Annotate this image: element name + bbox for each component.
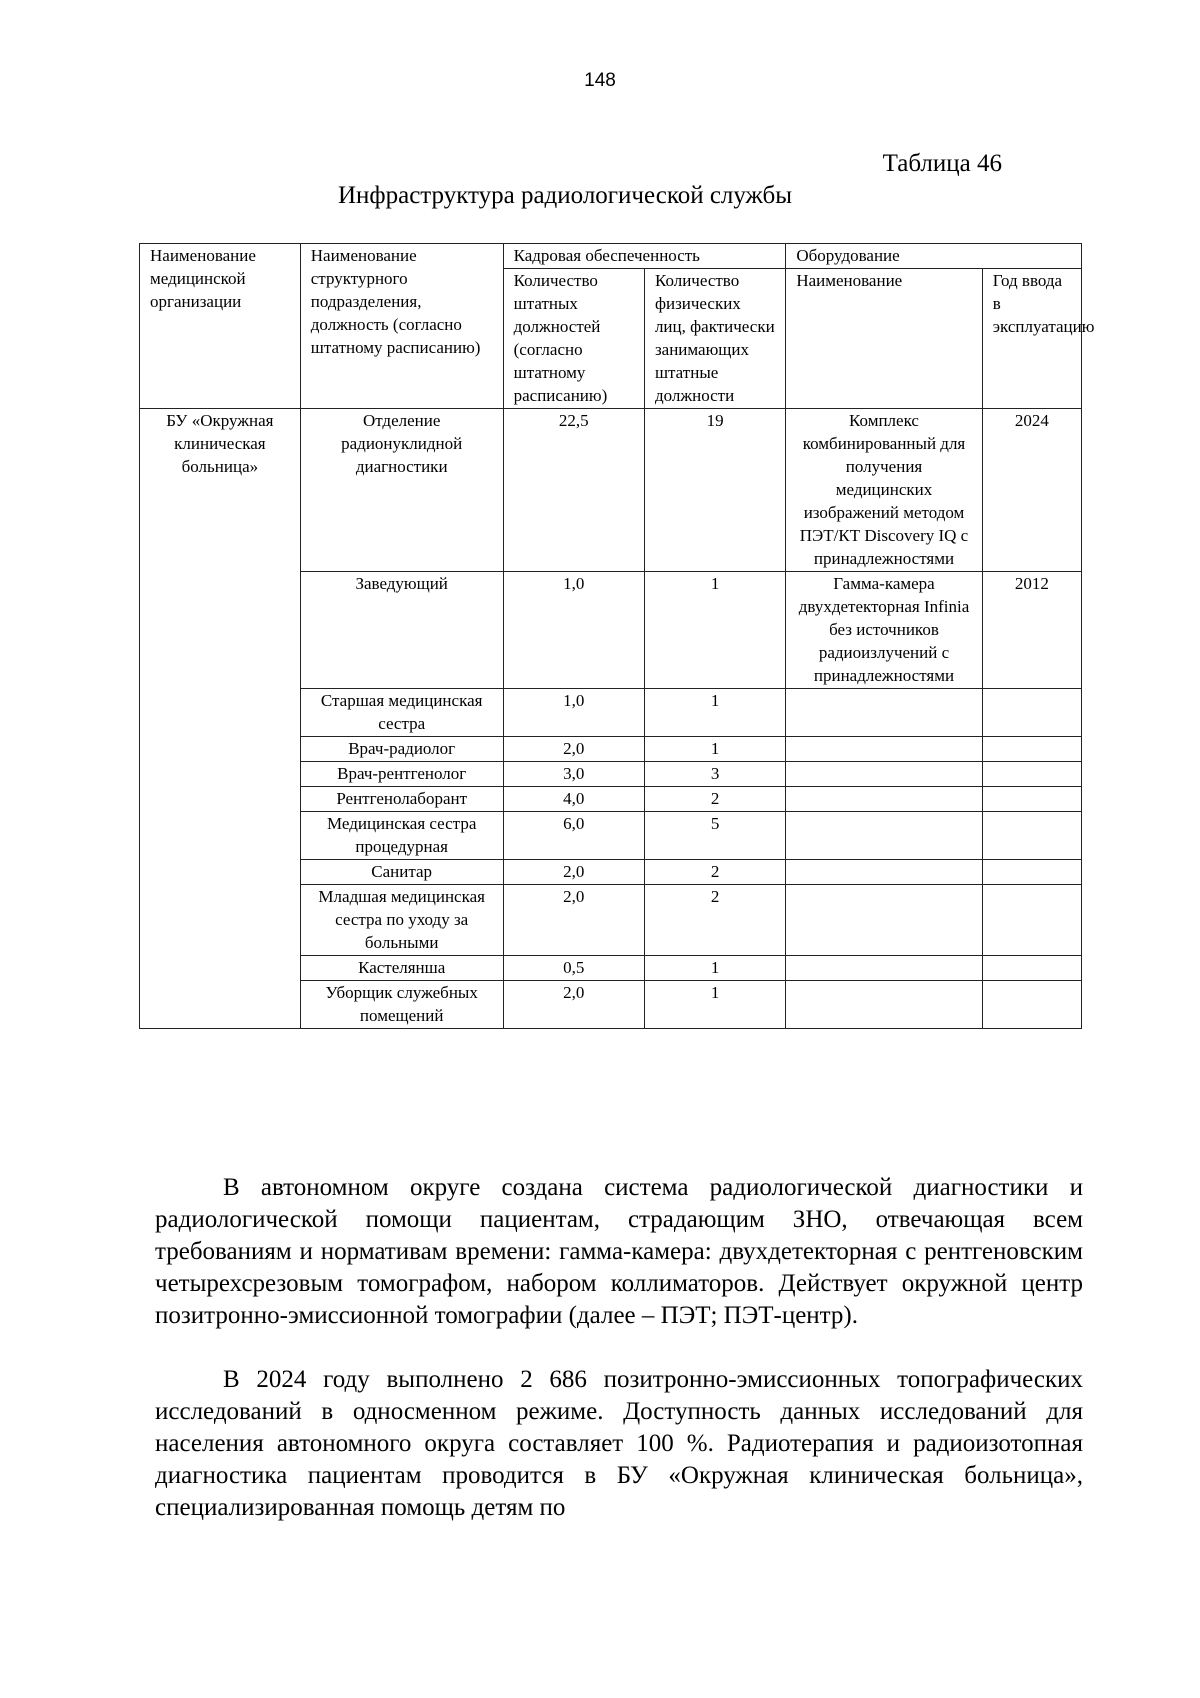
- year-cell: [982, 812, 1081, 860]
- equipment-cell: [786, 787, 982, 812]
- positions-cell: 1,0: [503, 689, 644, 737]
- equipment-cell: Гамма-камера двухдетекторная Infinia без источников радиоизлучений с принадлежностями: [786, 572, 982, 689]
- equipment-cell: [786, 885, 982, 956]
- unit-cell: Младшая медицинская сестра по уходу за больными: [300, 885, 503, 956]
- persons-cell: 5: [644, 812, 785, 860]
- persons-cell: 1: [644, 572, 785, 689]
- organization-cell: БУ «Окружная клиническая больница»: [140, 409, 301, 1029]
- positions-cell: 0,5: [503, 956, 644, 981]
- unit-cell: Медицинская сестра процедурная: [300, 812, 503, 860]
- equipment-cell: [786, 956, 982, 981]
- positions-cell: 4,0: [503, 787, 644, 812]
- header-staffing: Кадровая обеспеченность: [503, 244, 786, 269]
- table-title: Инфраструктура радиологической службы: [337, 182, 793, 209]
- equipment-cell: [786, 981, 982, 1029]
- equipment-cell: [786, 860, 982, 885]
- unit-cell: Отделение радионуклидной диагностики: [300, 409, 503, 572]
- paragraph-pet-studies: В 2024 году выполнено 2 686 позитронно-эмиссионных топографических исследований в односменном режиме. Доступность данных исследований для населения автономного округа составляет 100 %. Радиотерапия и радиоизотопная диагностика пациентам проводится в БУ «Окружная клиническая больница», специализированная помощь детям по: [155, 1366, 1083, 1521]
- year-cell: [982, 689, 1081, 737]
- year-cell: [982, 762, 1081, 787]
- infrastructure-table: [139, 243, 1095, 1029]
- equipment-cell: [786, 737, 982, 762]
- positions-cell: 6,0: [503, 812, 644, 860]
- unit-cell: Санитар: [300, 860, 503, 885]
- equipment-cell: [786, 689, 982, 737]
- equipment-cell: Комплекс комбинированный для получения медицинских изображений методом ПЭТ/КТ Discovery IQ с принадлежностями: [786, 409, 982, 572]
- header-unit: Наименование структурного подразделения, должность (согласно штатному расписанию): [300, 244, 503, 409]
- page-number: 148: [584, 70, 616, 91]
- table-row: [140, 409, 1082, 572]
- persons-cell: 19: [644, 409, 785, 572]
- persons-cell: 1: [644, 737, 785, 762]
- positions-cell: 2,0: [503, 737, 644, 762]
- persons-cell: 1: [644, 689, 785, 737]
- positions-cell: 2,0: [503, 885, 644, 956]
- persons-cell: 2: [644, 885, 785, 956]
- header-equipment: Оборудование: [786, 244, 1082, 269]
- positions-cell: 3,0: [503, 762, 644, 787]
- header-staff-positions: Количество штатных должностей (согласно штатному расписанию): [503, 269, 644, 409]
- persons-cell: 3: [644, 762, 785, 787]
- positions-cell: 22,5: [503, 409, 644, 572]
- header-equipment-year: Год ввода в эксплуатацию: [982, 269, 1081, 409]
- positions-cell: 1,0: [503, 572, 644, 689]
- unit-cell: Кастелянша: [300, 956, 503, 981]
- year-cell: [982, 885, 1081, 956]
- unit-cell: Врач-рентгенолог: [300, 762, 503, 787]
- equipment-cell: [786, 812, 982, 860]
- year-cell: [982, 860, 1081, 885]
- year-cell: [982, 787, 1081, 812]
- unit-cell: Заведующий: [300, 572, 503, 689]
- header-staff-persons: Количество физических лиц, фактически занимающих штатные должности: [644, 269, 785, 409]
- equipment-cell: [786, 762, 982, 787]
- persons-cell: 1: [644, 956, 785, 981]
- persons-cell: 2: [644, 860, 785, 885]
- year-cell: [982, 737, 1081, 762]
- unit-cell: Врач-радиолог: [300, 737, 503, 762]
- unit-cell: Рентгенолаборант: [300, 787, 503, 812]
- header-equipment-name: Наименование: [786, 269, 982, 409]
- year-cell: [982, 956, 1081, 981]
- positions-cell: 2,0: [503, 860, 644, 885]
- year-cell: 2012: [982, 572, 1081, 689]
- unit-cell: Старшая медицинская сестра: [300, 689, 503, 737]
- table-label: Таблица 46: [882, 150, 1002, 177]
- unit-cell: Уборщик служебных помещений: [300, 981, 503, 1029]
- year-cell: 2024: [982, 409, 1081, 572]
- positions-cell: 2,0: [503, 981, 644, 1029]
- persons-cell: 1: [644, 981, 785, 1029]
- year-cell: [982, 981, 1081, 1029]
- table-header-row: [140, 244, 1082, 269]
- paragraph-radiology-system: В автономном округе создана система радиологической диагностики и радиологической помощи пациентам, страдающим ЗНО, отвечающая всем требованиям и нормативам времени: гамма-камера: двухдетекторная с рентгеновским четырехсрезовым томографом, набором коллиматоров. Действует окружной центр позитронно-эмиссионной томографии (далее – ПЭТ; ПЭТ-центр).: [155, 1174, 1083, 1329]
- persons-cell: 2: [644, 787, 785, 812]
- header-organization: Наименование медицинской организации: [140, 244, 301, 409]
